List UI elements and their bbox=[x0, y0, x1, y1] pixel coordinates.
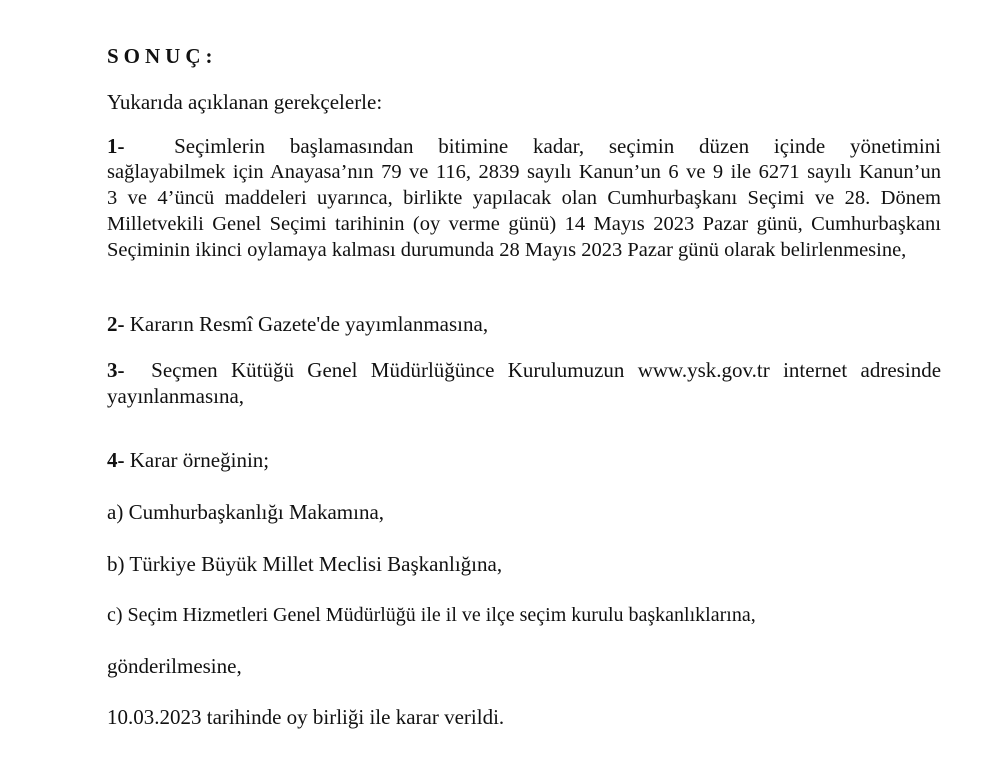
subitem-c: c) Seçim Hizmetleri Genel Müdürlüğü ile il ve ilçe seçim kurulu başkanlıklarına, bbox=[107, 604, 756, 626]
item-1-line-1-text: Seçimlerin başlamasından bitimine kadar, seçimin düzen içinde yönetimini bbox=[174, 134, 941, 158]
closing-text: gönderilmesine, bbox=[107, 654, 242, 678]
item-3-line-2: yayınlanmasına, bbox=[107, 384, 245, 408]
section-heading: SONUÇ: bbox=[107, 44, 218, 68]
item-3-first-line bbox=[107, 358, 941, 382]
intro-text: Yukarıda açıklanan gerekçelerle: bbox=[107, 90, 383, 114]
item-4-text: Karar örneğinin; bbox=[129, 448, 270, 472]
item-4 bbox=[107, 448, 269, 472]
subitem-a: a) Cumhurbaşkanlığı Makamına, bbox=[107, 500, 385, 524]
item-2 bbox=[107, 312, 488, 336]
item-1-line-4: Milletvekili Genel Seçimi tarihinin (oy verme günü) 14 Mayıs 2023 Pazar günü, Cumhurbaşkanı bbox=[107, 213, 941, 235]
item-4-number: 4- bbox=[107, 448, 125, 472]
item-3-number: 3- bbox=[107, 358, 125, 382]
item-2-number: 2- bbox=[107, 312, 125, 336]
decision-text: 10.03.2023 tarihinde oy birliği ile karar verildi. bbox=[107, 705, 505, 729]
item-3-line-1-text: Seçmen Kütüğü Genel Müdürlüğünce Kurulumuzun www.ysk.gov.tr internet adresinde bbox=[151, 358, 942, 382]
item-1-first-line bbox=[107, 134, 941, 158]
item-1-line-2: sağlayabilmek için Anayasa’nın 79 ve 116, 2839 sayılı Kanun’un 6 ve 9 ile 6271 sayılı Kanun’un bbox=[107, 161, 941, 183]
item-1-line-5: Seçiminin ikinci oylamaya kalması durumunda 28 Mayıs 2023 Pazar günü olarak belirlenmesine, bbox=[107, 239, 907, 261]
item-1-line-3: 3 ve 4’üncü maddeleri uyarınca, birlikte yapılacak olan Cumhurbaşkanı Seçimi ve 28. Dönem bbox=[107, 187, 941, 209]
item-1-number: 1- bbox=[107, 134, 125, 158]
item-2-text: Kararın Resmî Gazete'de yayımlanmasına, bbox=[129, 312, 489, 336]
subitem-b: b) Türkiye Büyük Millet Meclisi Başkanlığına, bbox=[107, 552, 503, 576]
